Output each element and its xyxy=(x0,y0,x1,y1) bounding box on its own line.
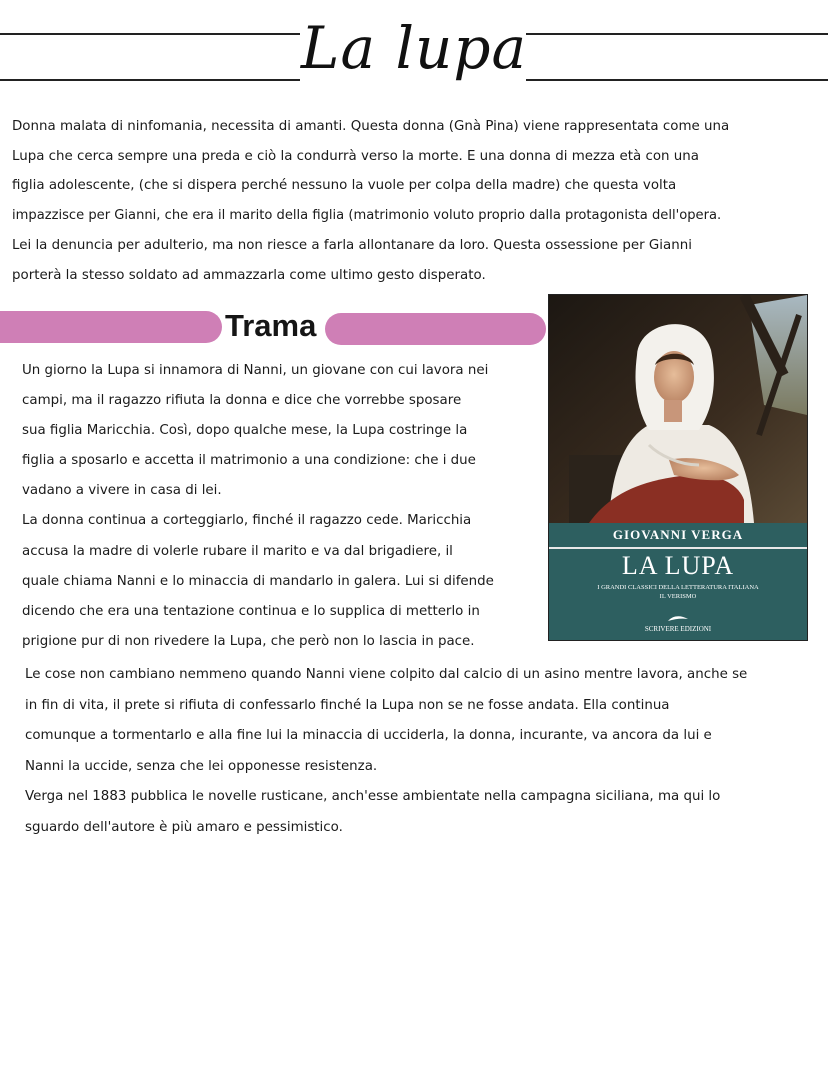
conclusion-line: comunque a tormentarlo e alla fine lui la minaccia di ucciderla, la donna, incurante, va ancora da lui e xyxy=(25,728,712,743)
trama-line: sua figlia Maricchia. Così, dopo qualche mese, la Lupa costringe la xyxy=(22,423,468,439)
conclusion-line: in fin di vita, il prete si rifiuta di confessarlo finché la Lupa non se ne fosse andata. Ella continua xyxy=(25,697,670,713)
cover-divider xyxy=(549,547,807,549)
conclusion-line: Verga nel 1883 pubblica le novelle rusticane, anch'esse ambientate nella campagna siciliana, ma qui lo xyxy=(25,789,721,804)
trama-paragraph xyxy=(22,356,542,657)
cover-series: I GRANDI CLASSICI DELLA LETTERATURA ITALIANA xyxy=(597,584,759,591)
intro-line: figlia adolescente, (che si dispera perché nessuno la vuole per colpa della madre) che questa volta xyxy=(12,178,677,194)
intro-line: Lei la denuncia per adulterio, ma non riesce a farla allontanare da loro. Questa ossessione per Gianni xyxy=(12,237,692,253)
conclusion-paragraph xyxy=(25,660,805,843)
intro-line: Donna malata di ninfomania, necessita di amanti. Questa donna (Gnà Pina) viene rappresentata come una xyxy=(12,119,730,134)
section-title-trama: Trama xyxy=(225,308,317,343)
conclusion-line: Nanni la uccide, senza che lei opponesse resistenza. xyxy=(25,758,378,774)
trama-line: accusa la madre di volerle rubare il marito e va dal brigadiere, il xyxy=(22,543,453,559)
trama-line: campi, ma il ragazzo rifiuta la donna e dice che vorrebbe sposare xyxy=(22,393,462,409)
intro-paragraph xyxy=(12,112,818,290)
conclusion-line: sguardo dell'autore è più amaro e pessimistico. xyxy=(25,819,343,835)
section-pill-right xyxy=(325,313,546,345)
intro-line: Lupa che cerca sempre una preda e ciò la condurrà verso la morte. E una donna di mezza età con una xyxy=(12,148,699,164)
trama-line: prigione pur di non rivedere la Lupa, che però non lo lascia in pace. xyxy=(22,633,475,649)
trama-line: La donna continua a corteggiarlo, finché il ragazzo cede. Maricchia xyxy=(22,513,472,529)
cover-author: GIOVANNI VERGA xyxy=(612,527,744,542)
page-title: La lupa xyxy=(300,14,528,82)
cover-title: LA LUPA xyxy=(621,551,735,580)
section-pill-left xyxy=(0,311,222,343)
trama-line: figlia a sposarlo e accetta il matrimonio a una condizione: che i due xyxy=(22,453,476,469)
conclusion-line: Le cose non cambiano nemmeno quando Nanni viene colpito dal calcio di un asino mentre lavora, anche se xyxy=(25,667,748,682)
cover-publisher: SCRIVERE EDIZIONI xyxy=(644,625,712,633)
title-rule-right-bottom xyxy=(526,79,828,81)
trama-line: dicendo che era una tentazione continua e lo supplica di metterlo in xyxy=(22,603,480,619)
intro-line: impazzisce per Gianni, che era il marito della figlia (matrimonio voluto proprio dalla protagonista dell'opera. xyxy=(12,208,722,224)
book-cover xyxy=(548,294,808,641)
trama-line: vadano a vivere in casa di lei. xyxy=(22,483,222,499)
title-rule-left-top xyxy=(0,33,300,35)
cover-painting xyxy=(549,295,807,523)
title-rule-right-top xyxy=(526,33,828,35)
cover-subseries: IL VERISMO xyxy=(659,593,697,600)
publisher-logo-icon xyxy=(667,614,689,623)
trama-line: quale chiama Nanni e lo minaccia di mandarlo in galera. Lui si difende xyxy=(22,573,494,589)
intro-line: porterà la stesso soldato ad ammazzarla come ultimo gesto disperato. xyxy=(12,267,486,283)
trama-line: Un giorno la Lupa si innamora di Nanni, un giovane con cui lavora nei xyxy=(22,363,489,378)
title-rule-left-bottom xyxy=(0,79,300,81)
